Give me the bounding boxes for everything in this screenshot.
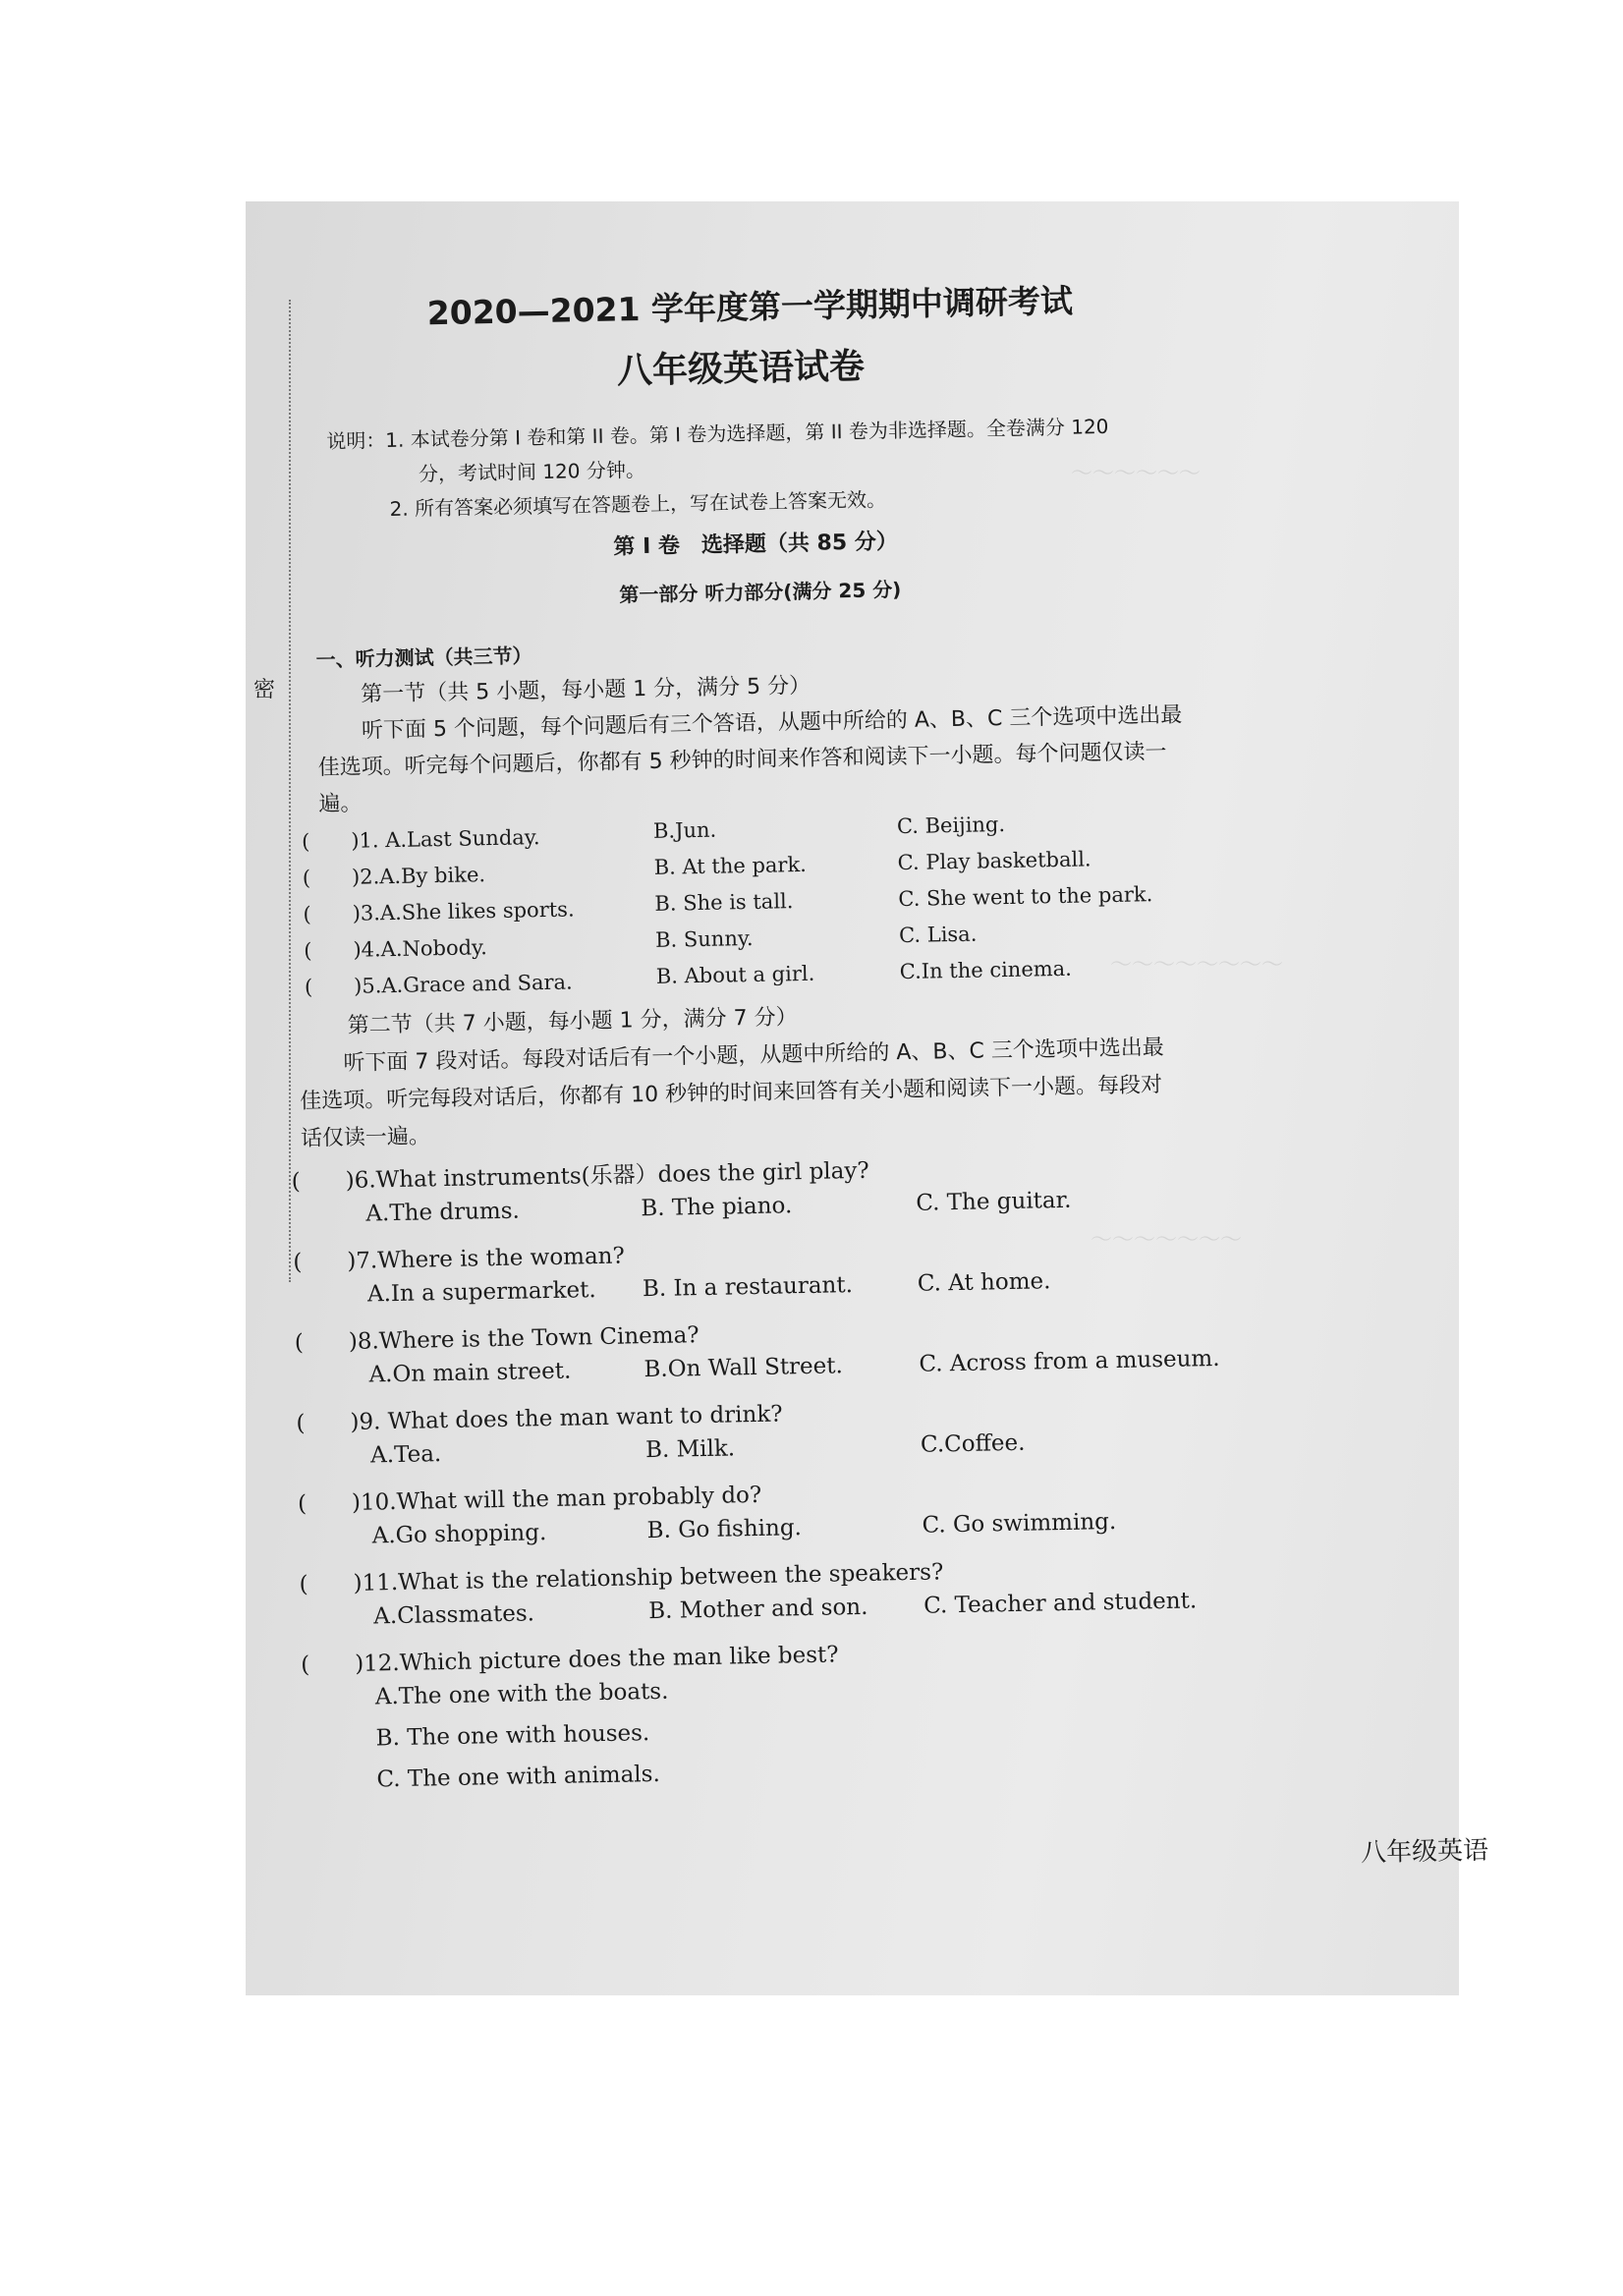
q5-option-b: B. About a girl.: [655, 961, 815, 988]
exam-subtitle: 八年级英语试卷: [616, 346, 866, 392]
q8-option-c: C. Across from a museum.: [919, 1345, 1220, 1377]
exam-title: 2020—2021 学年度第一学期期中调研考试: [426, 281, 1074, 333]
margin-seal-mark: 密: [253, 678, 276, 702]
section2-desc-2: 佳选项。听完每段对话后，你都有 10 秒钟的时间来回答有关小题和阅读下一小题。每段对: [299, 1072, 1163, 1114]
q7-option-b: B. In a restaurant.: [642, 1272, 854, 1303]
section1-desc-2: 佳选项。听完每个问题后，你都有 5 秒钟的时间来作答和阅读下一小题。每个问题仅读一: [317, 739, 1167, 781]
q8-stem: ( )8.Where is the Town Cinema?: [294, 1322, 700, 1356]
q9-option-a: A.Tea.: [369, 1441, 442, 1469]
q7-stem: ( )7.Where is the woman?: [293, 1243, 626, 1276]
q3-option-c: C. She went to the park.: [898, 882, 1153, 912]
q4-stem: ( )4.A.Nobody.: [304, 935, 488, 963]
q3-stem: ( )3.A.She likes sports.: [303, 897, 575, 926]
q6-option-a: A.The drums.: [365, 1198, 521, 1227]
q11-option-b: B. Mother and son.: [647, 1594, 868, 1625]
exam-sheet: [229, 190, 1489, 2006]
q12-stem: ( )12.Which picture does the man like best?: [300, 1642, 839, 1678]
q11-option-a: A.Classmates.: [373, 1600, 535, 1630]
q6-option-b: B. The piano.: [641, 1193, 793, 1222]
section1-desc-1: 听下面 5 个问题，每个问题后有三个答语，从题中所给的 A、B、C 三个选项中选出最: [361, 702, 1183, 744]
q2-option-c: C. Play basketball.: [897, 847, 1091, 875]
q10-option-b: B. Go fishing.: [646, 1515, 803, 1544]
q5-option-c: C.In the cinema.: [899, 956, 1073, 984]
bleed-through-text: ～～～～～～～～: [1110, 953, 1284, 978]
q10-stem: ( )10.What will the man probably do?: [297, 1482, 762, 1517]
q8-option-b: B.On Wall Street.: [644, 1353, 844, 1383]
q6-option-c: C. The guitar.: [916, 1187, 1072, 1216]
q12-option-a: A.The one with the boats.: [374, 1678, 669, 1710]
volume-title: 第 I 卷 选择题（共 85 分）: [613, 530, 899, 560]
q2-option-b: B. At the park.: [653, 852, 808, 879]
section1-header: 第一节（共 5 小题，每小题 1 分，满分 5 分）: [361, 673, 812, 707]
section2-desc-3: 话仅读一遍。: [300, 1124, 431, 1151]
q9-stem: ( )9. What does the man want to drink?: [296, 1401, 783, 1436]
section2-desc-1: 听下面 7 段对话。每段对话后有一个小题，从题中所给的 A、B、C 三个选项中选出最: [343, 1035, 1165, 1076]
bleed-through-text: ～～～～～～: [1071, 462, 1202, 486]
q10-option-a: A.Go shopping.: [371, 1520, 547, 1549]
q4-option-b: B. Sunny.: [654, 925, 754, 952]
q11-option-c: C. Teacher and student.: [923, 1588, 1198, 1619]
q2-stem: ( )2.A.By bike.: [302, 863, 486, 890]
photographed-exam-page: [246, 201, 1489, 1995]
instructions-line-3: 2. 所有答案必须填写在答题卷上，写在试卷上答案无效。: [389, 487, 887, 521]
q7-option-c: C. At home.: [917, 1268, 1051, 1297]
q6-stem: ( )6.What instruments(乐器）does the girl play?: [291, 1157, 869, 1196]
q1-option-c: C. Beijing.: [896, 812, 1006, 839]
q1-stem: ( )1. A.Last Sunday.: [301, 825, 540, 854]
q10-option-c: C. Go swimming.: [922, 1508, 1117, 1539]
q7-option-a: A.In a supermarket.: [366, 1277, 596, 1308]
section2-header: 第二节（共 7 小题，每小题 1 分，满分 7 分）: [347, 1005, 798, 1038]
q12-option-b: B. The one with houses.: [375, 1720, 650, 1752]
q11-stem: ( )11.What is the relationship between the speakers?: [299, 1559, 944, 1597]
q8-option-a: A.On main street.: [368, 1358, 572, 1388]
q12-option-c: C. The one with animals.: [376, 1761, 661, 1793]
q1-option-b: B.Jun.: [652, 817, 717, 843]
bleed-through-text: ～～～～～～～: [1091, 1228, 1243, 1253]
listening-heading: 一、听力测试（共三节）: [315, 644, 532, 672]
q9-option-c: C.Coffee.: [920, 1429, 1026, 1458]
part-title: 第一部分 听力部分(满分 25 分): [619, 578, 902, 607]
q4-option-c: C. Lisa.: [898, 922, 978, 948]
q3-option-b: B. She is tall.: [654, 889, 794, 916]
q5-stem: ( )5.A.Grace and Sara.: [304, 970, 573, 999]
q9-option-b: B. Milk.: [644, 1435, 736, 1464]
instructions-line-1: 说明：1. 本试卷分第 I 卷和第 II 卷。第 I 卷为选择题，第 II 卷为非选择题。全卷满分 120: [326, 414, 1109, 454]
page-footer: 八年级英语: [1360, 1835, 1489, 1869]
section1-desc-3: 遍。: [318, 791, 363, 817]
instructions-line-2: 分，考试时间 120 分钟。: [418, 457, 646, 486]
